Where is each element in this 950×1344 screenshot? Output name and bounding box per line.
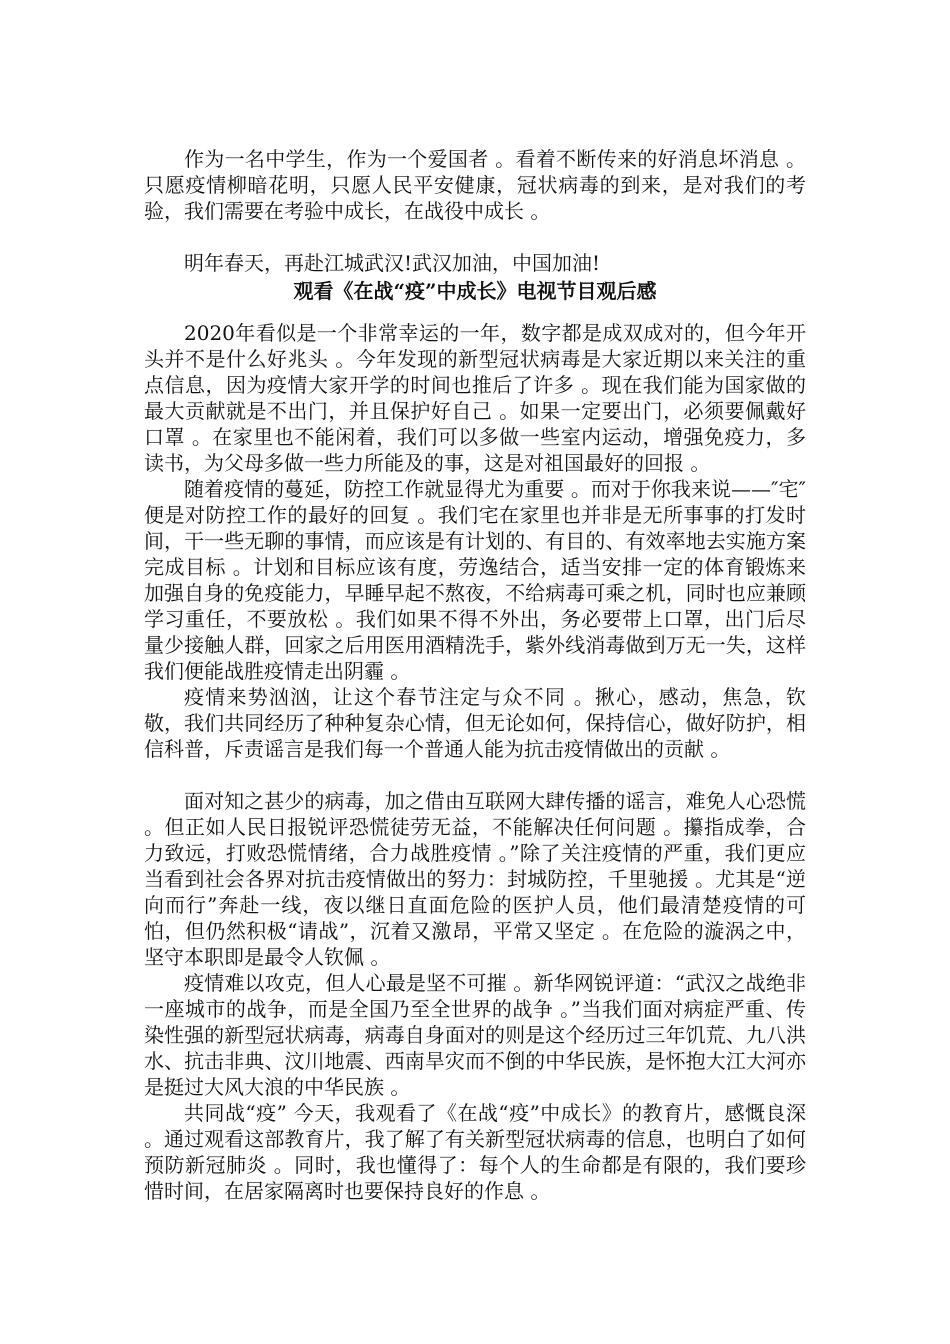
spacer [144, 762, 806, 788]
intro-paragraph: 明年春天，再赴江城武汉!武汉加油，中国加油! [184, 251, 601, 275]
spacer [144, 224, 806, 250]
body-paragraph: 疫情来势汹汹，让这个春节注定与众不同 。揪心，感动，焦急，钦敬，我们共同经历了种种复杂心情，但无论如何，保持信心，做好防护，相信科普，斥责谣言是我们每一个普通人能为抗击疫情做出的贡献 。 [144, 685, 806, 761]
body-paragraph: 随着疫情的蔓延，防控工作就显得尤为重要 。而对于你我来说——″宅″便是对防控工作的最好的回复 。我们宅在家里也并非是无所事事的打发时间，干一些无聊的事情，而应该是有计划的、有目的、有效率地去实施方案完成目标 。计划和目标应该有度，劳逸结合，适当安排一定的体育锻炼来加强自身的免疫能力，早睡早起不熬夜，不给病毒可乘之机，同时也应兼顾学习重任，不要放松 。我们如果不得不外出，务必要带上口罩，出门后尽量少接触人群，回家之后用医用酒精洗手，紫外线消毒做到万无一失，这样我们便能战胜疫情走出阴霾 。 [144, 477, 806, 683]
intro-paragraph: 作为一名中学生，作为一个爱国者 。看着不断传来的好消息坏消息 。只愿疫情柳暗花明，只愿人民平安健康，冠状病毒的到来，是对我们的考验，我们需要在考验中成长，在战役中成长 。 [144, 147, 806, 223]
body-paragraph: 面对知之甚少的病毒，加之借由互联网大肆传播的谣言，难免人心恐慌 。但正如人民日报锐评恐慌徒劳无益，不能解决任何问题 。攥指成拳，合力致远，打败恐慌情绪，合力战胜疫情 。”除了关注疫情的严重，我们更应当看到社会各界对抗击疫情做出的努力：封城防控，千里驰援 。尤其是“逆向而行”奔赴一线，夜以继日直面危险的医护人员，他们最清楚疫情的可怕，但仍然积极“请战”，沉着又激昂，平常又坚定 。在危险的漩涡之中，坚守本职即是最令人钦佩 。 [144, 789, 806, 969]
document-title: 观看《在战“疫”中成长》电视节目观后感 [293, 279, 657, 303]
spacer [144, 306, 806, 320]
body-paragraph: 共同战“疫” 今天，我观看了《在战“疫”中成长》的教育片，感慨良深 。通过观看这部教育片，我了解了有关新型冠状病毒的信息，也明白了如何预防新冠肺炎 。同时，我也懂得了：每个人的生命都是有限的，我们要珍惜时间，在居家隔离时也要保持良好的作息 。 [144, 1101, 806, 1203]
document-page [144, 146, 806, 1204]
body-paragraph: 疫情难以攻克，但人心最是坚不可摧 。新华网锐评道：“武汉之战绝非一座城市的战争，而是全国乃至全世界的战争 。”当我们面对病症严重、传染性强的新型冠状病毒，病毒自身面对的则是这个经历过三年饥荒、九八洪水、抗击非典、汶川地震、西南旱灾而不倒的中华民族，是怀抱大江大河亦是挺过大风大浪的中华民族 。 [144, 971, 806, 1099]
body-paragraph: 2020年看似是一个非常幸运的一年，数字都是成双成对的，但今年开头并不是什么好兆头 。今年发现的新型冠状病毒是大家近期以来关注的重点信息，因为疫情大家开学的时间也推后了许多 。现在我们能为国家做的最大贡献就是不出门，并且保护好自己 。如果一定要出门，必须要佩戴好口罩 。在家里也不能闲着，我们可以多做一些室内运动，增强免疫力，多读书，为父母多做一些力所能及的事，这是对祖国最好的回报 。 [144, 321, 806, 475]
